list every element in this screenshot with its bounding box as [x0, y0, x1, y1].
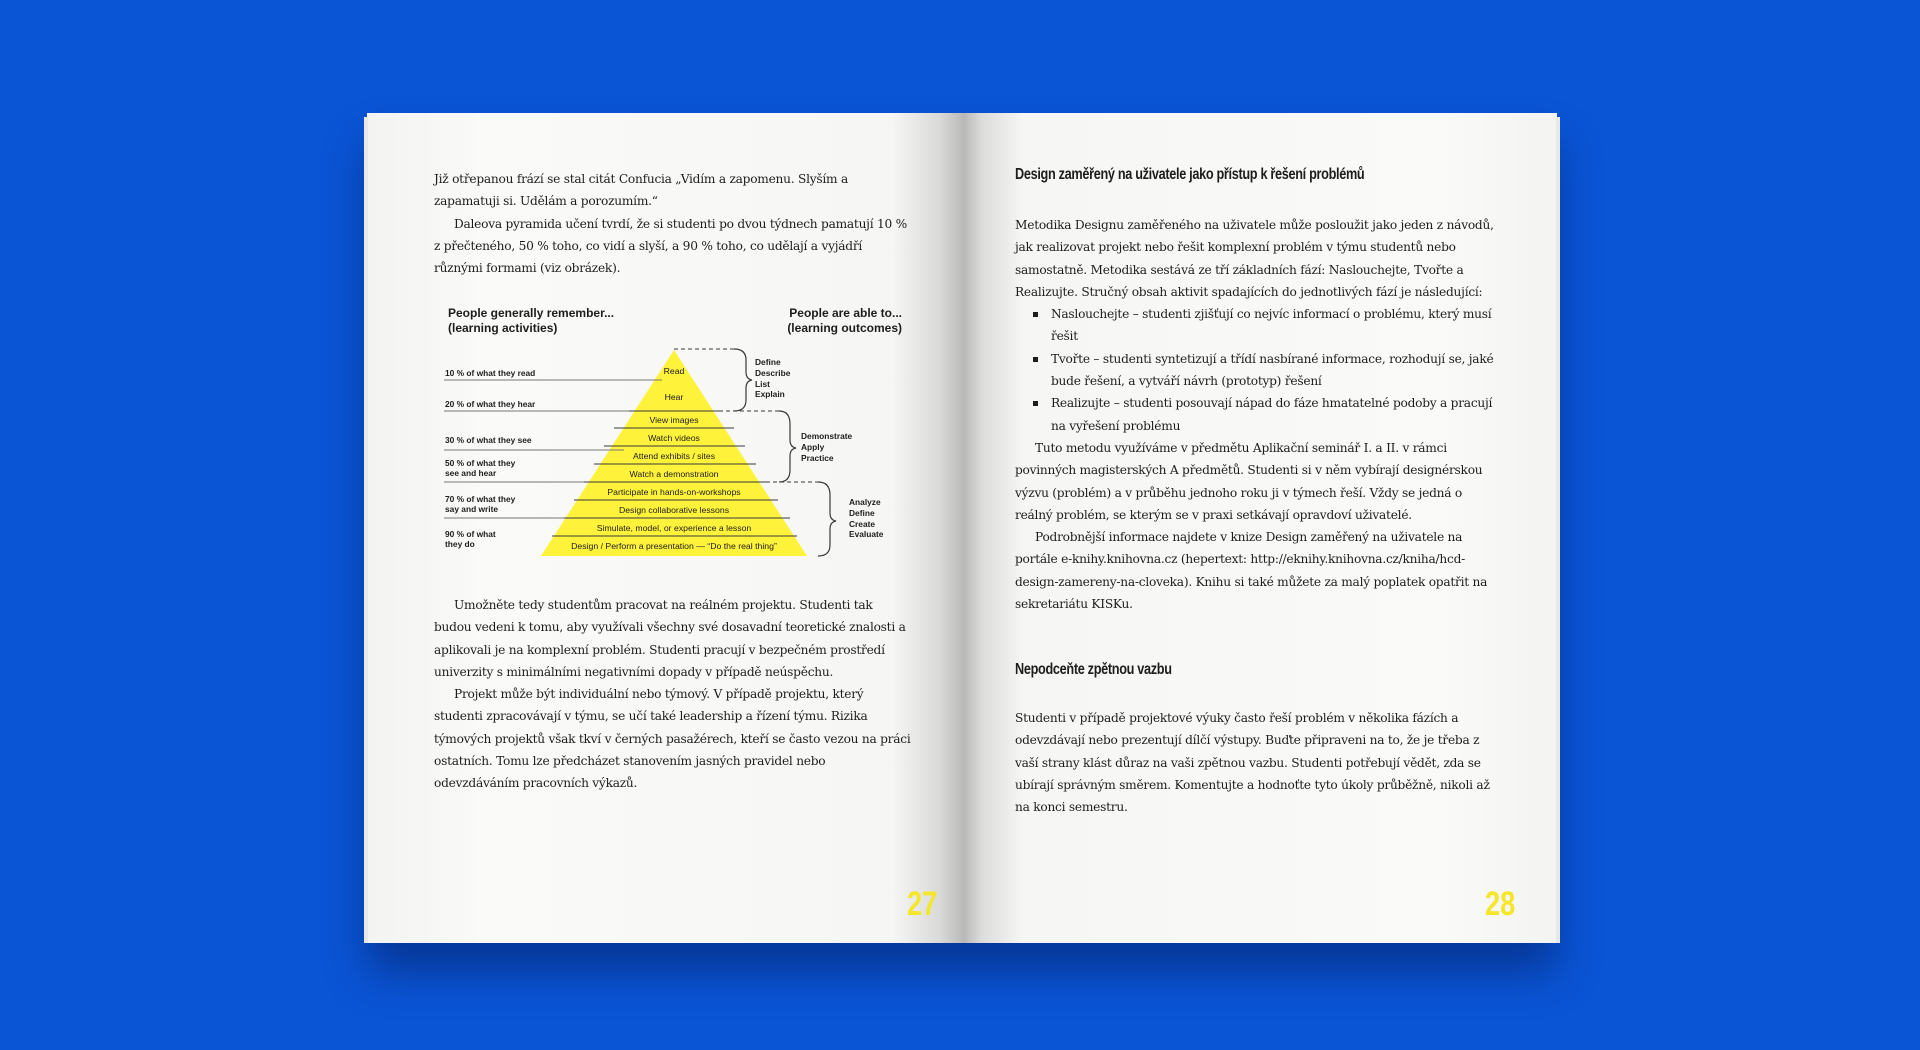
- pyramid-layer: Attend exhibits / sites: [632, 451, 716, 461]
- outcome-group: Analyze Define Create Evaluate: [849, 497, 884, 540]
- pyramid-layer: Watch a demonstration: [629, 469, 719, 479]
- retention-label: 20 % of what they hear: [445, 399, 536, 409]
- paragraph: Daleova pyramida učení tvrdí, že si studenti po dvou týdnech pamatují 10 % z přečteného, 50 % toho, co vidí a slyší, a 90 % toho, co udělají a vyjádří různými formami (viz obrázek).: [434, 216, 907, 276]
- outcome-group: Demonstrate Apply Practice: [801, 431, 853, 463]
- list-item: Realizujte – studenti posouvají nápad do fáze hmatatelné podoby a pracují na vyřešení problému: [1051, 392, 1495, 437]
- pyramid-layer: Watch videos: [648, 433, 700, 443]
- right-text-bottom: [1015, 707, 1497, 818]
- pyramid-layer: Hear: [664, 392, 684, 402]
- retention-label: 50 % of what they see and hear: [445, 458, 516, 478]
- section-heading: Nepodceňte zpětnou vazbu: [1015, 661, 1172, 678]
- pyramid-layer: Design / Perform a presentation — “Do the real thing”: [571, 541, 777, 551]
- learning-pyramid-diagram: [434, 300, 914, 570]
- phase-list: [1015, 303, 1495, 437]
- pyramid-layer: Read: [663, 366, 685, 376]
- pyramid-layer: View images: [649, 415, 699, 425]
- paragraph: Metodika Designu zaměřeného na uživatele může posloužit jako jeden z návodů, jak realizovat projekt nebo řešit komplexní problém v týmu studentů nebo samostatně. Metodika sestává ze tří základních fází: Naslouchejte, Tvořte a Realizujte. Stručný obsah aktivit spadajících do jednotlivých fází je následující:: [1015, 218, 1494, 299]
- pyramid-layer: Design collaborative lessons: [618, 505, 730, 515]
- page-number-right: 28: [1485, 885, 1516, 923]
- left-text-bottom: [434, 594, 912, 795]
- retention-label: 10 % of what they read: [445, 368, 536, 378]
- section-heading: Design zaměřený na uživatele jako přístup k řešení problémů: [1015, 166, 1365, 183]
- retention-label: 30 % of what they see: [445, 435, 532, 445]
- paragraph: Již otřepanou frází se stal citát Confucia „Vidím a zapomenu. Slyším a zapamatuji si. Udělám a porozumím.“: [434, 172, 848, 209]
- paragraph: Podrobnější informace najdete v knize Design zaměřený na uživatele na portále e-knihy.knihovna.cz (hepertext: http://eknihy.knihovna.cz/kniha/hcd-design-zamereny-na-cloveka). Knihu si také můžete za malý poplatek opatřit na sekretariátu KISKu.: [1015, 530, 1488, 612]
- pyramid-layer: Participate in hands-on-workshops: [607, 487, 741, 497]
- paragraph: Umožněte tedy studentům pracovat na reálném projektu. Studenti tak budou vedeni k tomu, aby využívali všechny své dosavadní teoretické znalosti a aplikovali je na komplexní problém. Studenti pracují v bezpečném prostředí univerzity s minimálními negativními dopady v případě neúspěchu.: [434, 598, 906, 679]
- page-number-left: 27: [907, 885, 938, 923]
- paragraph: Studenti v případě projektové výuky často řeší problém v několika fázích a odevzdávají nebo prezentují dílčí výstupy. Buďte připraveni na to, že je třeba z vaší strany klást důraz na vaši zpětnou vazbu. Studenti potřebují vědět, zda se ubírají správným směrem. Komentujte a hodnoťte tyto úkoly průběžně, nikoli až na konci semestru.: [1015, 711, 1490, 815]
- list-item: Tvořte – studenti syntetizují a třídí nasbírané informace, rozhodují se, jaké bude řešení, a vytváří návrh (prototyp) řešení: [1051, 348, 1495, 393]
- retention-label: 70 % of what they say and write: [445, 494, 516, 514]
- page-edge: [364, 117, 368, 943]
- list-item: Naslouchejte – studenti zjišťují co nejvíc informací o problému, který musí řešit: [1051, 303, 1495, 348]
- paragraph: Tuto metodu využíváme v předmětu Aplikační seminář I. a II. v rámci povinných magisterských A předmětů. Studenti si v něm vybírají designérskou výzvu (problém) a v průběhu jednoho roku ji v týmech řeší. Vždy se jedná o reálný problém, se kterým se v praxi setkávají opravdoví uživatelé.: [1015, 440, 1483, 522]
- diagram-left-heading: People generally remember... (learning activities): [448, 306, 615, 335]
- outcome-group: Define Describe List Explain: [755, 357, 791, 400]
- paragraph: Projekt může být individuální nebo týmový. V případě projektu, který studenti zpracovávají v týmu, se učí také leadership a řízení týmu. Rizika týmových projektů však tkví v černých pasažérech, kteří se často vezou na práci ostatních. Tomu lze předcházet stanovením jasných pravidel nebo odevzdáváním pracovních výkazů.: [434, 687, 911, 791]
- left-text-top: [434, 168, 910, 279]
- pyramid-layer: Simulate, model, or experience a lesson: [596, 523, 752, 533]
- diagram-right-heading: People are able to... (learning outcomes): [787, 306, 902, 335]
- retention-label: 90 % of what they do: [445, 529, 496, 549]
- page-edge: [1556, 117, 1560, 943]
- right-text-top: [1015, 214, 1495, 615]
